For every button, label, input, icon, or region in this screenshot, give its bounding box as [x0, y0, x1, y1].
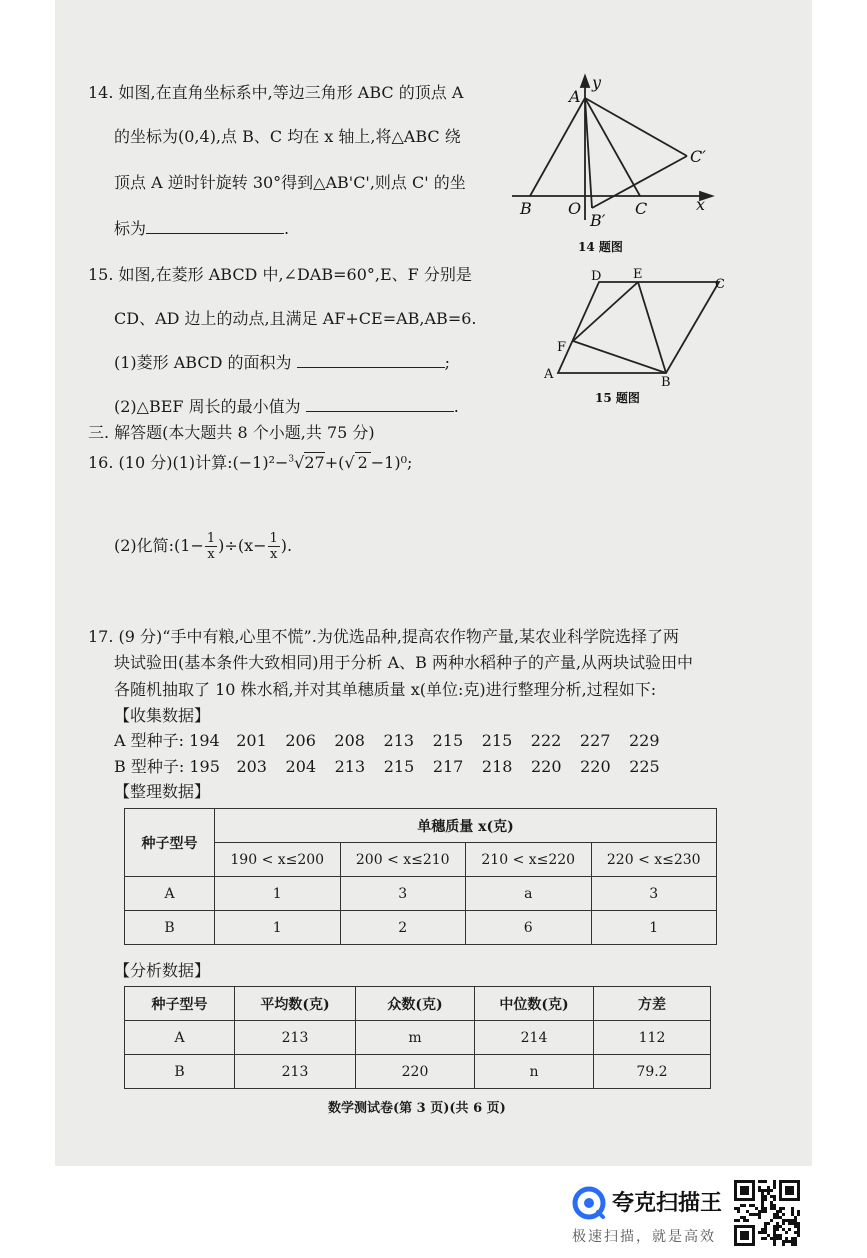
row-b-value: 203	[236, 757, 267, 776]
fraction-1-over-x: $\frac{1}{x}$	[206, 531, 216, 562]
row-type: A	[125, 877, 215, 911]
q14-caption: 14 题图	[578, 240, 623, 254]
label-y: y	[592, 73, 602, 92]
stat-header: 中位数(克)	[475, 987, 594, 1021]
table-cell: 1	[215, 877, 341, 911]
table-cell: 79.2	[594, 1055, 711, 1089]
label-Bp: B′	[590, 211, 606, 230]
page-footer: 数学测试卷(第 3 页)(共 6 页)	[328, 1101, 506, 1116]
row-b-value: 220	[580, 757, 611, 776]
table-row	[125, 911, 717, 945]
row-b-value: 213	[334, 757, 366, 776]
row-a-value: 194	[189, 731, 220, 750]
label-F: F	[557, 340, 567, 355]
row-a-value: 229	[628, 731, 660, 750]
table-cell: 213	[235, 1021, 356, 1055]
radicand-27: 27	[304, 453, 325, 472]
table-cell: 6	[466, 911, 592, 945]
q14-answer-end: .	[284, 219, 290, 238]
table-cell: m	[356, 1021, 475, 1055]
q15-figure	[535, 262, 735, 407]
table-cell: 214	[475, 1021, 594, 1055]
q16-part1-prefix: 16. (10 分)(1)计算:(−1)²−	[88, 453, 289, 472]
table-group-header: 单穗质量 x(克)	[215, 809, 717, 843]
rhombus-ABCD	[558, 282, 719, 373]
cube-root-index: 3	[288, 454, 295, 465]
label-Cp: C′	[690, 147, 706, 166]
radicand-2: 2	[355, 452, 371, 472]
q15-sub1-end: ;	[444, 353, 451, 372]
row-type: B	[125, 911, 215, 945]
q15-sub2-blank[interactable]	[306, 395, 454, 412]
qr-code-icon	[734, 1180, 800, 1250]
segment-FB	[573, 341, 666, 373]
row-a-value: 215	[432, 731, 464, 750]
q14-line-4	[114, 216, 289, 239]
q15-sub1	[114, 350, 450, 373]
table-cell: a	[466, 877, 592, 911]
label-B: B	[520, 199, 532, 218]
q14-figure	[500, 70, 730, 260]
collect-data-title: 【收集数据】	[114, 706, 211, 725]
label-A: A	[544, 367, 554, 382]
row-a-value: 222	[530, 731, 562, 750]
row-a-value: 227	[579, 731, 611, 750]
row-b-value: 220	[531, 757, 562, 776]
stat-header: 平均数(克)	[235, 987, 356, 1021]
frequency-table	[124, 808, 717, 945]
table-row	[125, 877, 717, 911]
label-B: B	[661, 375, 671, 390]
scanner-logo-icon	[572, 1186, 606, 1220]
table-cell: 213	[235, 1055, 356, 1089]
label-x: x	[696, 195, 706, 214]
table-cell: B	[125, 1055, 235, 1089]
table-cell: 1	[215, 911, 341, 945]
brand-name: 夸克扫描王	[612, 1191, 723, 1216]
range-header: 200 < x≤210	[340, 843, 466, 877]
q17-line-1: 17. (9 分)“手中有粮,心里不慌”.为优选品种,提高农作物产量,某农业科学院选择了两	[88, 627, 679, 646]
q15-sub1-blank[interactable]	[297, 351, 445, 368]
stat-header: 种子型号	[125, 987, 235, 1021]
table-cell: 3	[340, 877, 466, 911]
row-b-label: B 型种子:	[114, 757, 185, 776]
stat-header: 方差	[594, 987, 711, 1021]
row-a-value: 213	[383, 731, 415, 750]
table-cell: A	[125, 1021, 235, 1055]
row-b-value: 215	[383, 757, 415, 776]
row-b-value: 217	[432, 757, 464, 776]
table-cell: n	[475, 1055, 594, 1089]
q14-line-1: 14. 如图,在直角坐标系中,等边三角形 ABC 的顶点 A	[88, 83, 464, 102]
statistics-table	[124, 986, 711, 1089]
row-a-label: A 型种子:	[114, 731, 185, 750]
section-3-heading: 三. 解答题(本大题共 8 个小题,共 75 分)	[88, 423, 375, 442]
label-E: E	[633, 267, 643, 282]
segment-ABp	[585, 98, 592, 208]
label-C: C	[635, 199, 648, 218]
row-b-value: 195	[189, 757, 220, 776]
q15-sub2	[114, 394, 459, 417]
row-b-value: 225	[629, 757, 660, 776]
q15-line-2: CD、AD 边上的动点,且满足 AF+CE=AB,AB=6.	[114, 309, 477, 328]
table-cell: 3	[591, 877, 717, 911]
row-b-value: 218	[481, 757, 513, 776]
segment-AB	[530, 98, 585, 196]
q16-part1	[88, 450, 412, 473]
table-corner-header: 种子型号	[125, 809, 215, 877]
q15-caption: 15 题图	[595, 391, 640, 405]
label-O: O	[568, 199, 582, 218]
q15-line-1: 15. 如图,在菱形 ABCD 中,∠DAB=60°,E、F 分别是	[88, 265, 472, 284]
analyze-data-title: 【分析数据】	[114, 961, 211, 980]
y-axis-arrow	[581, 76, 589, 87]
table-row	[125, 1021, 711, 1055]
row-b-value: 204	[285, 757, 317, 776]
q15-sub1-label: (1)菱形 ABCD 的面积为	[114, 353, 292, 372]
table-cell: 2	[340, 911, 466, 945]
label-C: C	[715, 277, 725, 292]
q15-sub2-end: .	[453, 397, 459, 416]
segment-EB	[638, 282, 666, 373]
table-cell: 112	[594, 1021, 711, 1055]
row-a-value: 208	[334, 731, 365, 750]
label-A: A	[569, 87, 581, 106]
q14-answer-prefix: 标为	[114, 219, 147, 238]
table-cell: 1	[591, 911, 717, 945]
organize-data-title: 【整理数据】	[114, 782, 211, 801]
row-a-value: 201	[236, 731, 267, 750]
stat-header: 众数(克)	[356, 987, 475, 1021]
q14-line-2: 的坐标为(0,4),点 B、C 均在 x 轴上,将△ABC 绕	[114, 127, 461, 146]
q14-answer-blank[interactable]	[146, 217, 284, 234]
q17-line-3: 各随机抽取了 10 株水稻,并对其单穗质量 x(单位:克)进行整理分析,过程如下:	[114, 680, 657, 699]
range-header: 190 < x≤200	[215, 843, 341, 877]
table-row	[125, 1055, 711, 1089]
brand-slogan: 极速扫描，就是高效	[572, 1229, 716, 1245]
table-cell: 220	[356, 1055, 475, 1089]
radical-sign: √	[294, 453, 305, 472]
fraction-1-over-x: $\frac{1}{x}$	[269, 531, 278, 562]
label-D: D	[591, 269, 602, 284]
range-header: 220 < x≤230	[591, 843, 717, 877]
radical-sign: √	[344, 453, 355, 472]
q16-part2-end: ).	[280, 536, 293, 555]
q16-part2-prefix: (2)化简:(1−	[114, 536, 204, 555]
q17-line-2: 块试验田(基本条件大致相同)用于分析 A、B 两种水稻种子的产量,从两块试验田中	[114, 653, 694, 672]
q16-part2-mid: )÷(x−	[218, 536, 267, 555]
q14-line-3: 顶点 A 逆时针旋转 30°得到△AB'C',则点 C' 的坐	[114, 173, 466, 192]
q16-part1-end: −1)⁰;	[370, 453, 413, 472]
row-a-data	[114, 728, 665, 751]
row-a-value: 206	[285, 731, 316, 750]
row-b-data	[114, 754, 665, 777]
row-a-value: 215	[481, 731, 513, 750]
segment-EF	[573, 282, 638, 341]
q15-sub2-label: (2)△BEF 周长的最小值为	[114, 397, 301, 416]
range-header: 210 < x≤220	[466, 843, 592, 877]
q16-part2	[114, 526, 292, 566]
q16-part1-mid: +(	[324, 453, 345, 472]
